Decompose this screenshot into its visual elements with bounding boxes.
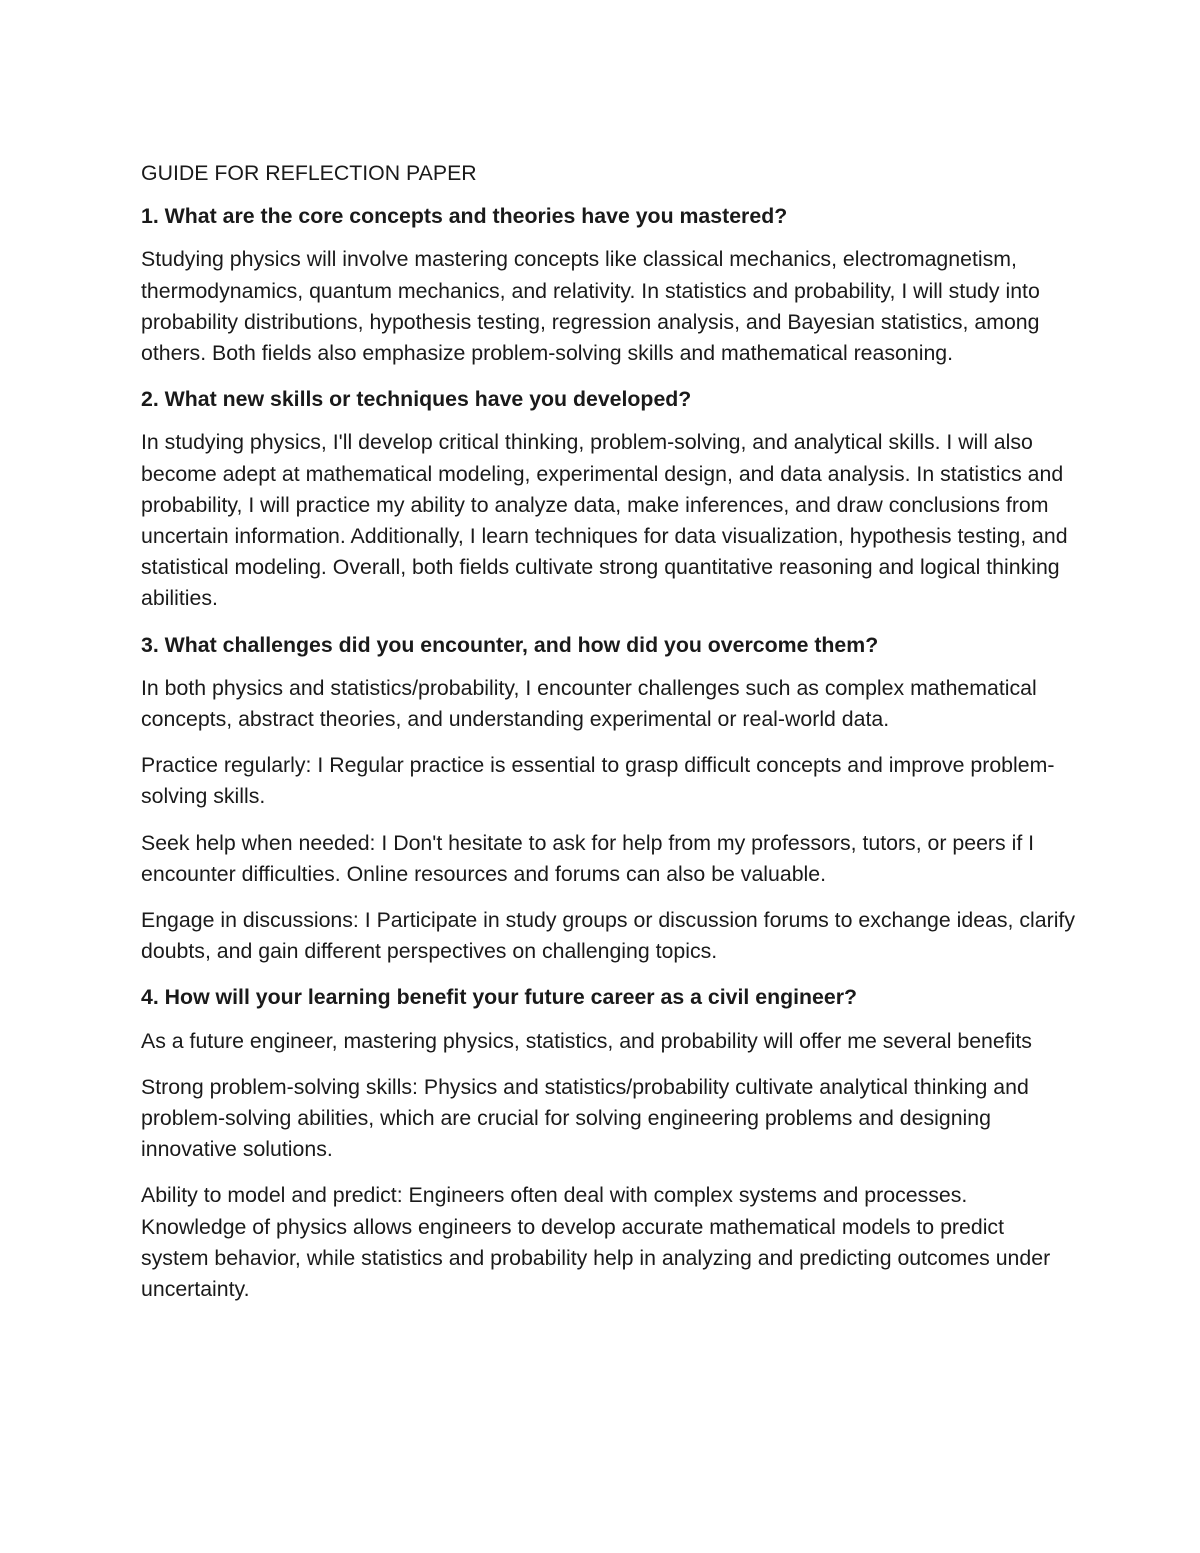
answer-paragraph: Seek help when needed: I Don't hesitate to ask for help from my professors, tutors, or peers if I encounter difficulties. Online resources and forums can also be valuable. [141,830,1035,886]
question-heading: 1. What are the core concepts and theories have you mastered? [141,204,788,229]
answer-paragraph: Practice regularly: I Regular practice is essential to grasp difficult concepts and improve problem-solving skills. [141,753,1055,809]
question-heading: 3. What challenges did you encounter, and how did you overcome them? [141,632,879,657]
question-heading: 2. What new skills or techniques have you developed? [141,387,692,412]
answer-paragraph: Ability to model and predict: Engineers often deal with complex systems and processes. Knowledge of physics allows engineers to develop accurate mathematical models to predict system behavior, while statistics and probability help in analyzing and predicting outcomes under uncertainty. [141,1183,1051,1302]
document-title: GUIDE FOR REFLECTION PAPER [141,161,477,185]
section-core-concepts [141,201,1076,369]
section-new-skills [141,384,1076,614]
question-heading: 4. How will your learning benefit your future career as a civil engineer? [141,985,858,1010]
section-career-benefit [141,982,1076,1305]
answer-paragraph: As a future engineer, mastering physics, statistics, and probability will offer me several benefits [141,1028,1032,1053]
answer-paragraph: Strong problem-solving skills: Physics and statistics/probability cultivate analytical thinking and problem-solving abilities, which are crucial for solving engineering problems and designing innovative solutions. [141,1074,1029,1162]
answer-paragraph: Engage in discussions: I Participate in study groups or discussion forums to exchange ideas, clarify doubts, and gain different perspectives on challenging topics. [141,908,1075,964]
answer-paragraph: In both physics and statistics/probability, I encounter challenges such as complex mathematical concepts, abstract theories, and understanding experimental or real-world data. [141,675,1037,732]
answer-paragraph: Studying physics will involve mastering concepts like classical mechanics, electromagnetism, thermodynamics, quantum mechanics, and relativity. In statistics and probability, I will study into probability distributions, hypothesis testing, regression analysis, and Bayesian statistics, among others. Both fields also emphasize problem-solving skills and mathematical reasoning. [141,247,1040,366]
section-challenges [141,630,1076,968]
document-body [141,158,1076,1320]
answer-paragraph: In studying physics, I'll develop critical thinking, problem-solving, and analytical skills. I will also become adept at mathematical modeling, experimental design, and data analysis. In statistics and probability, I will practice my ability to analyze data, make inferences, and draw conclusions from uncertain information. Additionally, I learn techniques for data visualization, hypothesis testing, and statistical modeling. Overall, both fields cultivate strong quantitative reasoning and logical thinking abilities. [141,430,1068,611]
